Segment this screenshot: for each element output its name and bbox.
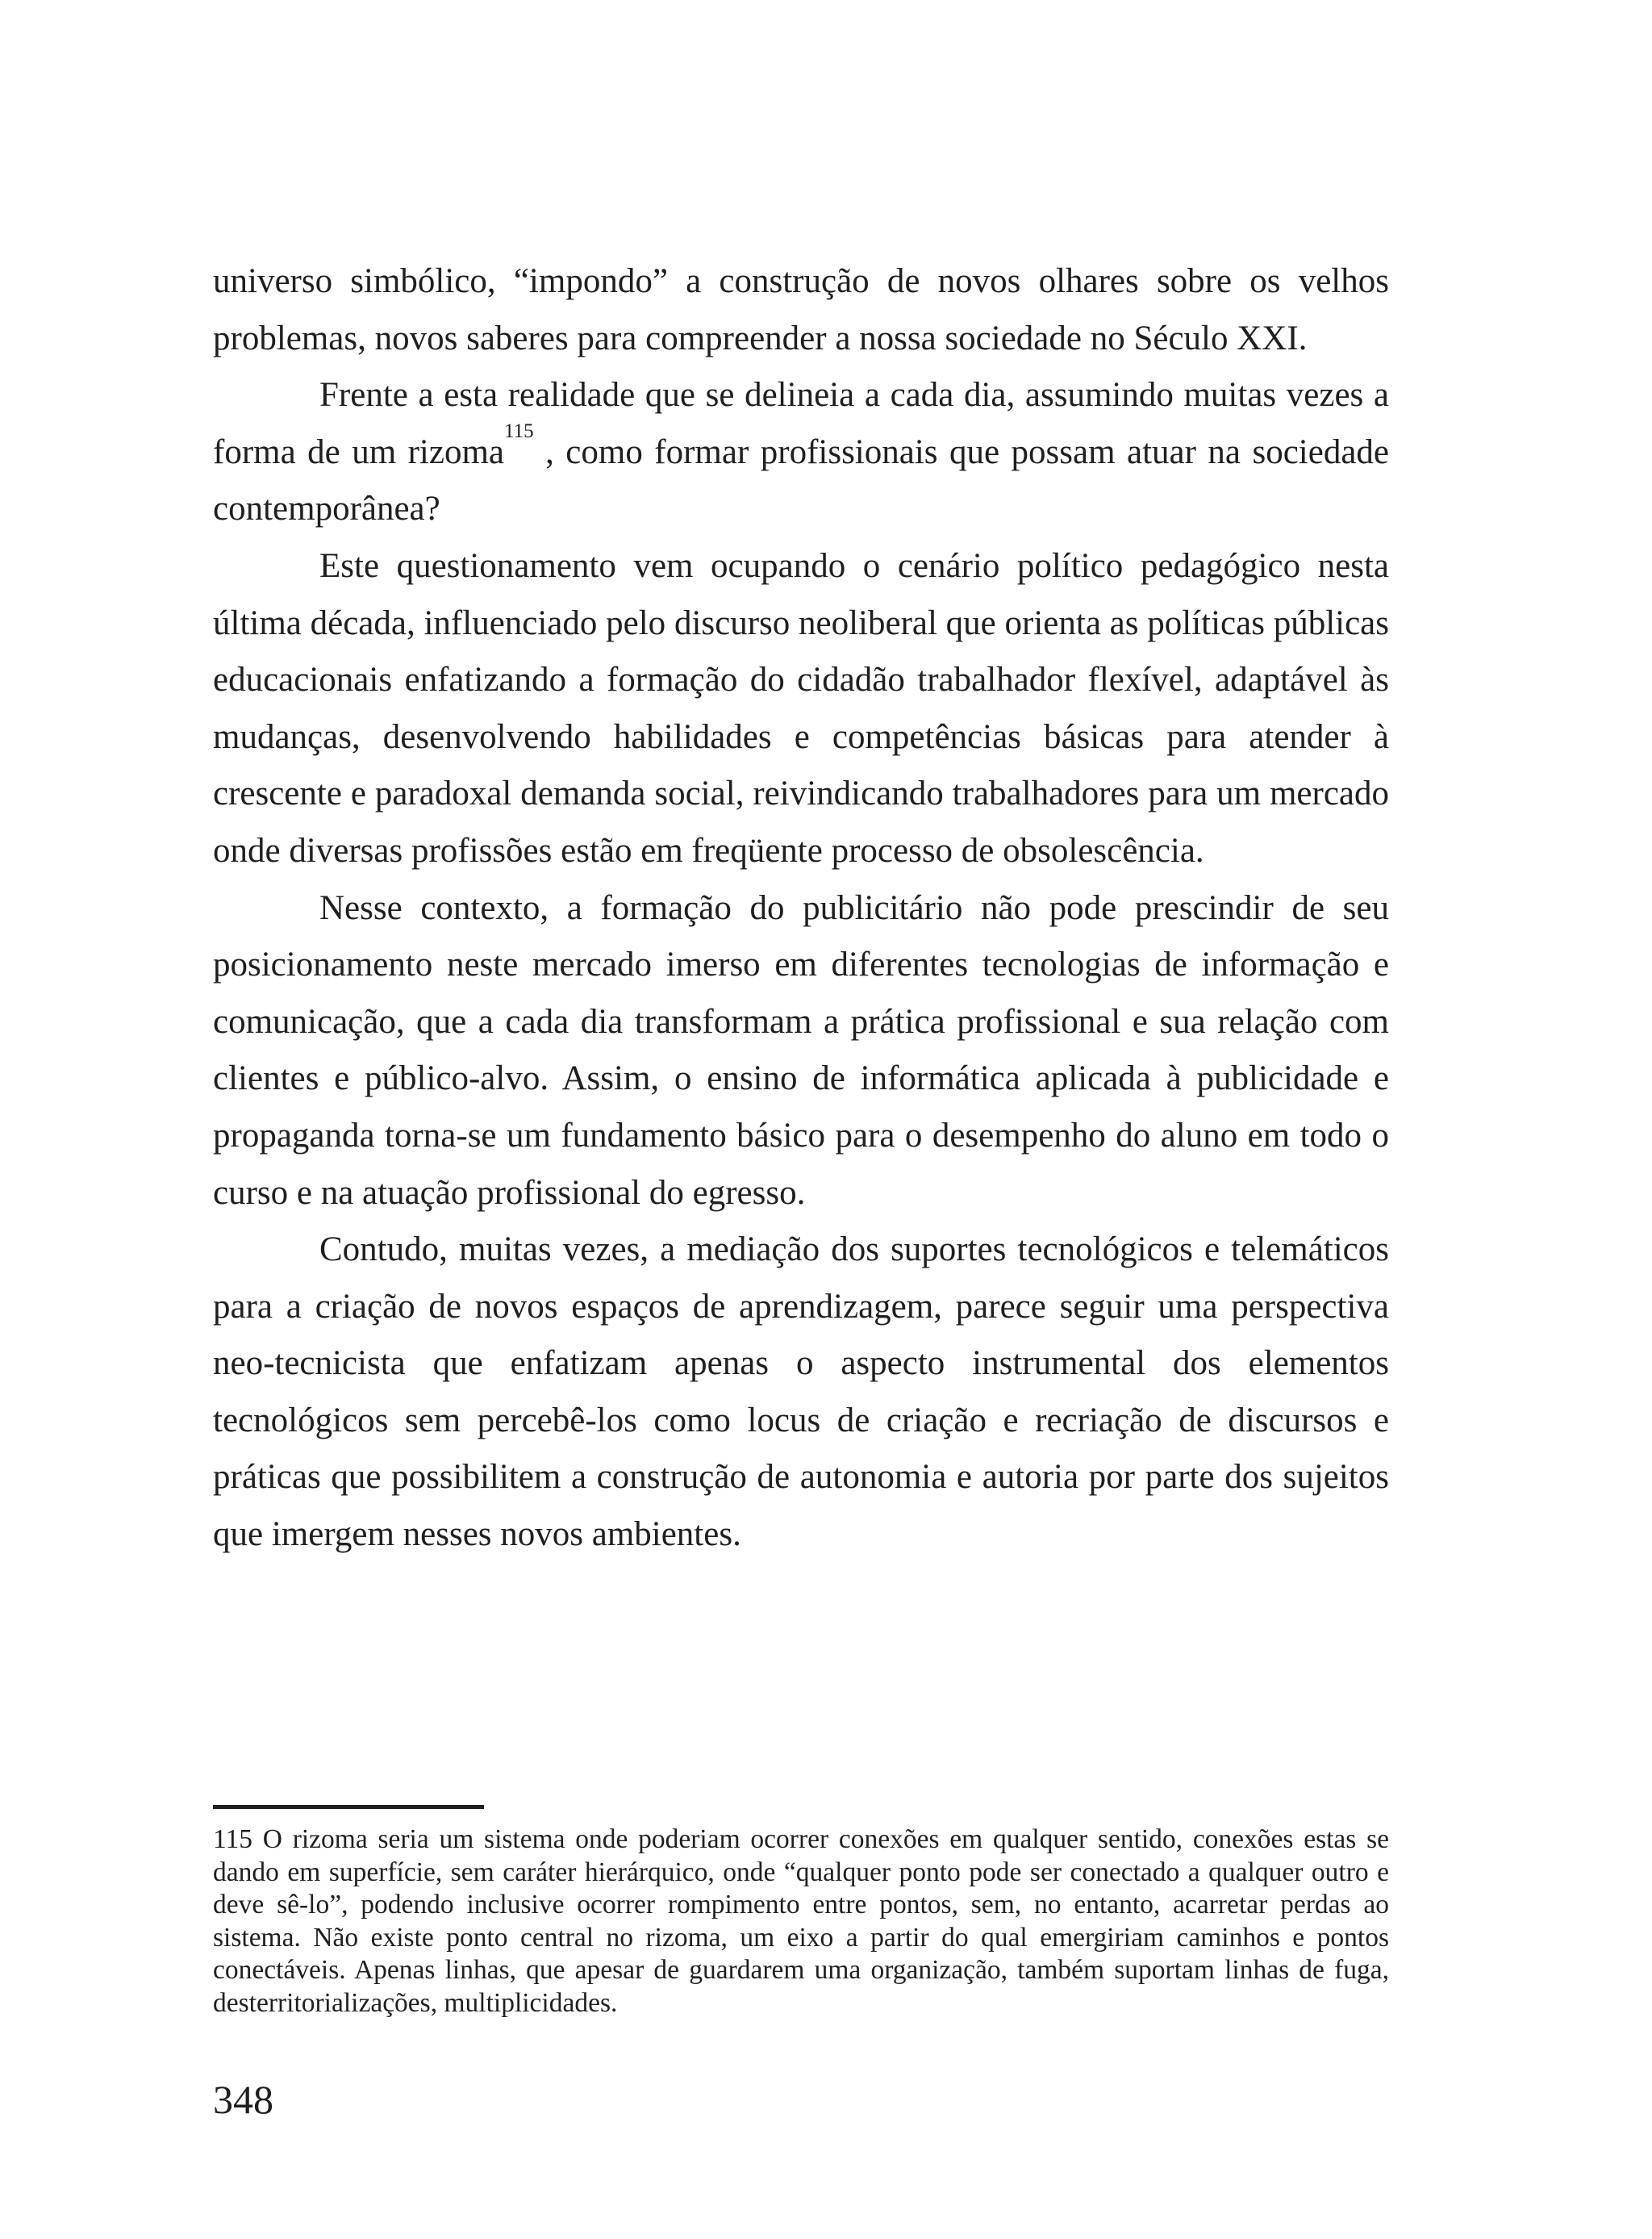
paragraph-2-text-end: , como formar profissionais que possam atuar na sociedade contemporânea? [213, 432, 1390, 528]
main-text [213, 253, 1389, 1564]
paragraph-2-text-start: Frente a esta realidade que se delineia a cada dia, assumindo muitas vezes a forma de um rizoma [213, 376, 1389, 471]
footnote-divider [213, 1805, 484, 1809]
paragraph-2 [213, 367, 1389, 538]
footnote-reference[interactable]: 115 [504, 420, 534, 442]
footnote-115: 115 O rizoma seria um sistema onde poderiam ocorrer conexões em qualquer sentido, conexões estas se dando em superfície, sem caráter hierárquico, onde “qualquer ponto pode ser conectado a qualquer outro e deve sê-lo”, podendo inclusive ocorrer rompimento entre pontos, sem, no entanto, acarretar perdas ao sistema. Não existe ponto central no rizoma, um eixo a partir do qual emergiriam caminhos e pontos conectáveis. Apenas linhas, que apesar de guardarem uma organização, também suportam linhas de fuga, desterritorializações, multiplicidades. [213, 1824, 1389, 2018]
paragraph-1: universo simbólico, “impondo” a construção de novos olhares sobre os velhos problemas, novos saberes para compreender a nossa sociedade no Século XXI. [213, 262, 1389, 357]
page-number: 348 [213, 2077, 273, 2122]
paragraph-3: Este questionamento vem ocupando o cenário político pedagógico nesta última década, influenciado pelo discurso neoliberal que orienta as políticas públicas educacionais enfatizando a formação do cidadão trabalhador flexível, adaptável às mudanças, desenvolvendo habilidades e competências básicas para atender à crescente e paradoxal demanda social, reivindicando trabalhadores para um mercado onde diversas profissões estão em freqüente processo de obsolescência. [213, 546, 1389, 870]
paragraph-4: Nesse contexto, a formação do publicitário não pode prescindir de seu posicionamento neste mercado imerso em diferentes tecnologias de informação e comunicação, que a cada dia transformam a prática profissional e sua relação com clientes e público-alvo. Assim, o ensino de informática aplicada à publicidade e propaganda torna-se um fundamento básico para o desempenho do aluno em todo o curso e na atuação profissional do egresso. [213, 888, 1389, 1212]
paragraph-5: Contudo, muitas vezes, a mediação dos suportes tecnológicos e telemáticos para a criação de novos espaços de aprendizagem, parece seguir uma perspectiva neo-tecnicista que enfatizam apenas o aspecto instrumental dos elementos tecnológicos sem percebê-los como locus de criação e recriação de discursos e práticas que possibilitem a construção de autonomia e autoria por parte dos sujeitos que imergem nesses novos ambientes. [213, 1230, 1389, 1554]
